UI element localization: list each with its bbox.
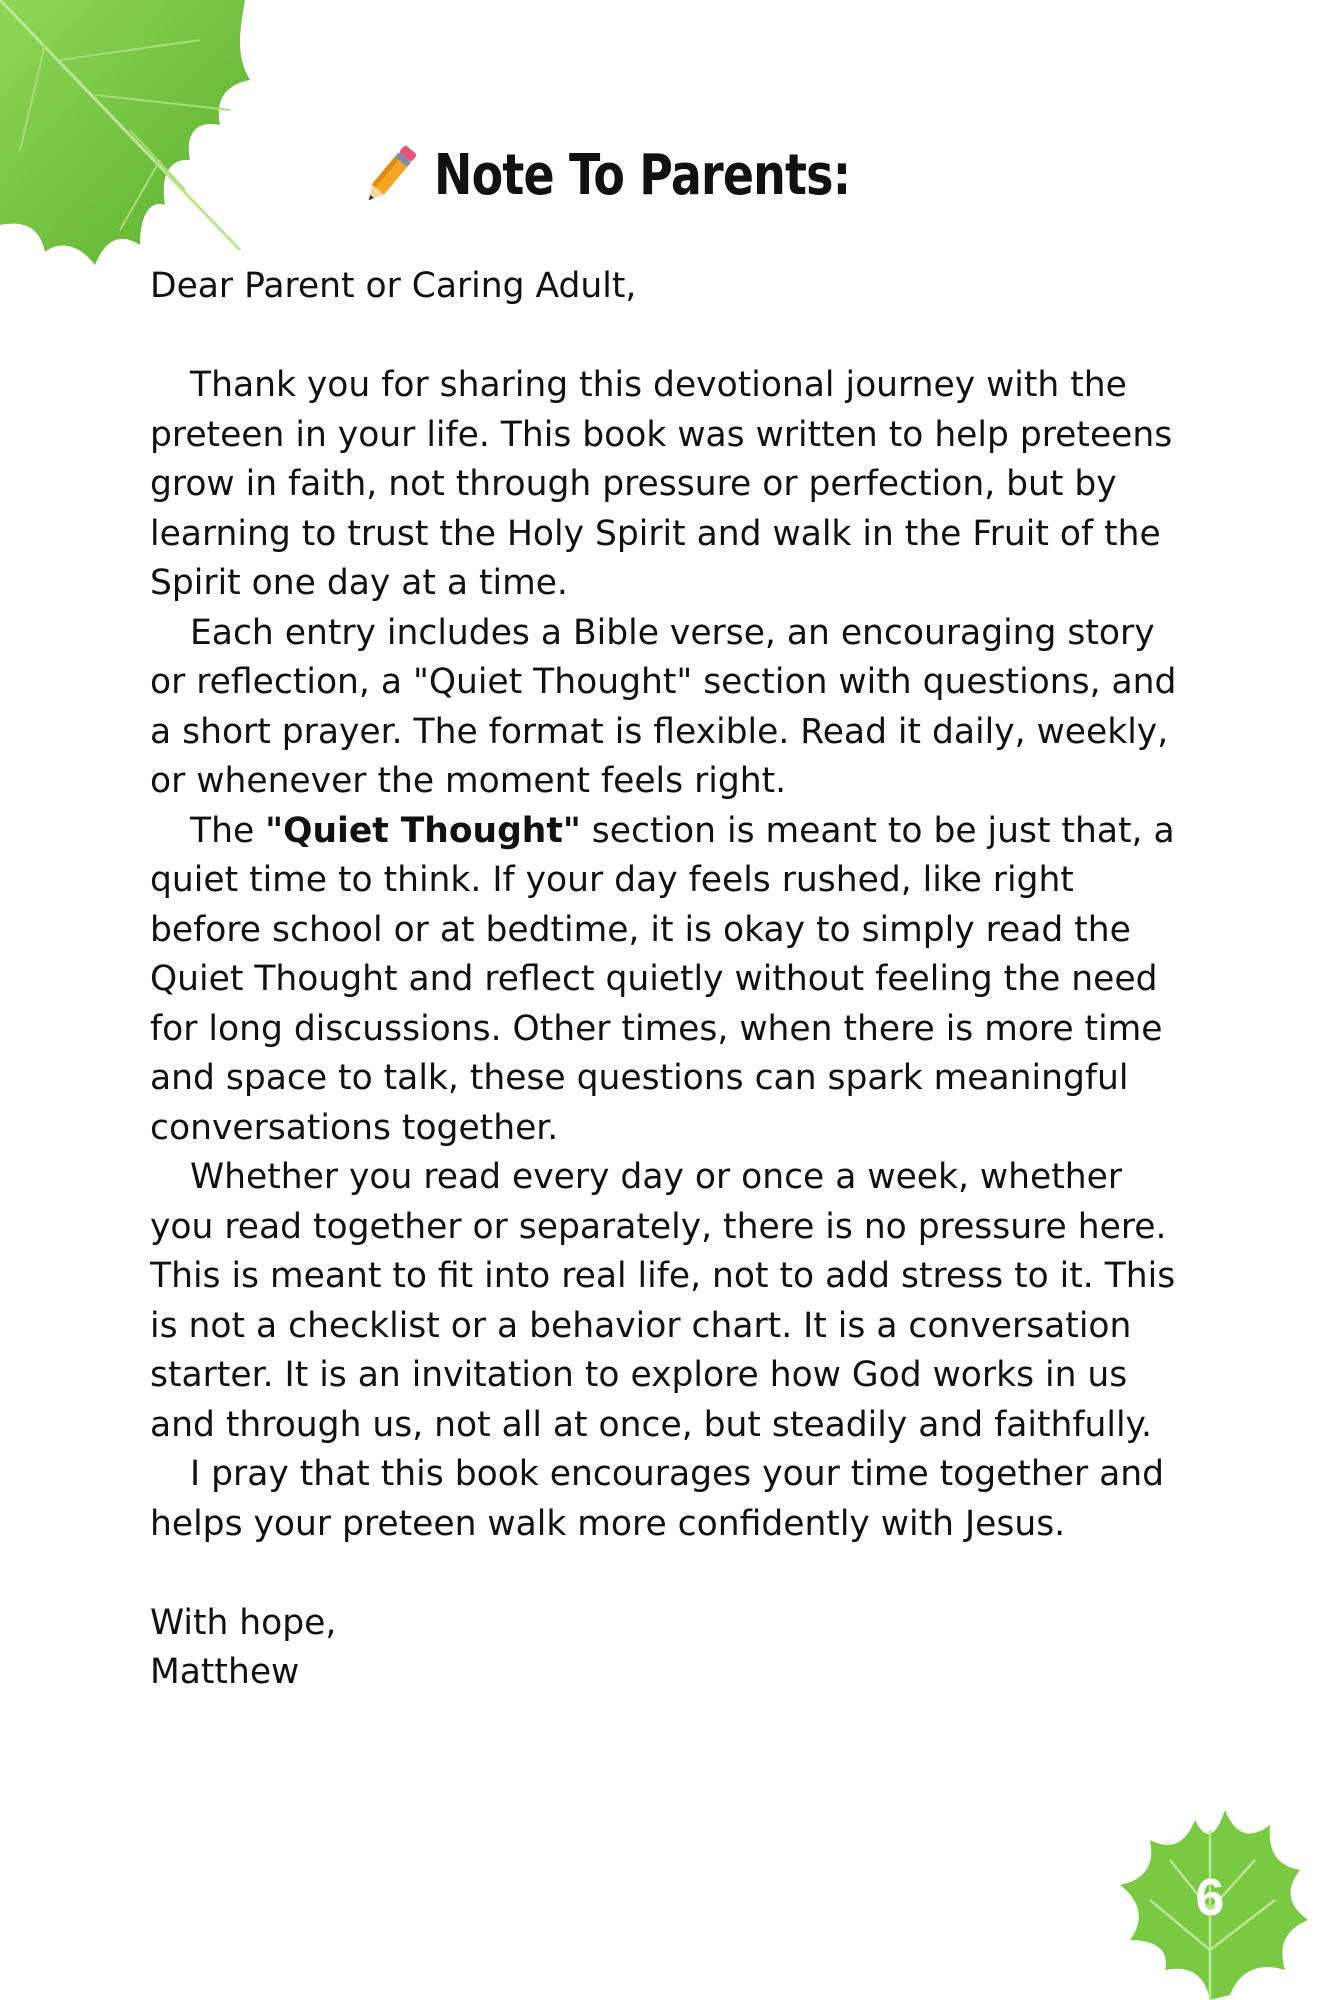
pencil-icon	[360, 140, 420, 210]
quiet-thought-paragraph	[150, 807, 1180, 1154]
paragraph-lead: The	[190, 810, 266, 851]
signature: Matthew	[150, 1652, 300, 1692]
paragraph: Each entry includes a Bible verse, an encouraging story or reflection, a "Quiet Thought" section with questions, and a short prayer. The format is flexible. Read it daily, weekly, or whenever the moment feels right.	[150, 612, 1177, 801]
closing: With hope,	[150, 1602, 337, 1643]
title-row	[0, 140, 1324, 210]
quiet-thought-emphasis: "Quiet Thought"	[265, 810, 581, 851]
paragraph: I pray that this book encourages your time together and helps your preteen walk more confidently with Jesus.	[150, 1454, 1165, 1544]
leaf-top-icon	[0, 0, 260, 270]
page-number: 6	[1195, 1869, 1225, 1927]
paragraph: Whether you read every day or once a week, whether you read together or separately, there is no pressure here. This is meant to fit into real life, not to add stress to it. This is not a checklist or a behavior chart. It is a conversation starter. It is an invitation to explore how God works in us and through us, not all at once, but steadily and faithfully.	[150, 1157, 1176, 1445]
paragraph-rest: section is meant to be just that, a quiet time to think. If your day feels rushed, like right before school or at bedtime, it is okay to simply read the Quiet Thought and reflect quietly without feeling the need for long discussions. Other times, when there is more time and space to talk, these questions can spark meaningful conversations together.	[150, 810, 1175, 1148]
page-title: Note To Parents:	[434, 142, 851, 208]
letter-body	[150, 262, 1180, 1698]
greeting: Dear Parent or Caring Adult,	[150, 266, 637, 306]
paragraph: Thank you for sharing this devotional journey with the preteen in your life. This book was written to help preteens grow in faith, not through pressure or perfection, but by learning to trust the Holy Spirit and walk in the Fruit of the Spirit one day at a time.	[150, 365, 1173, 603]
